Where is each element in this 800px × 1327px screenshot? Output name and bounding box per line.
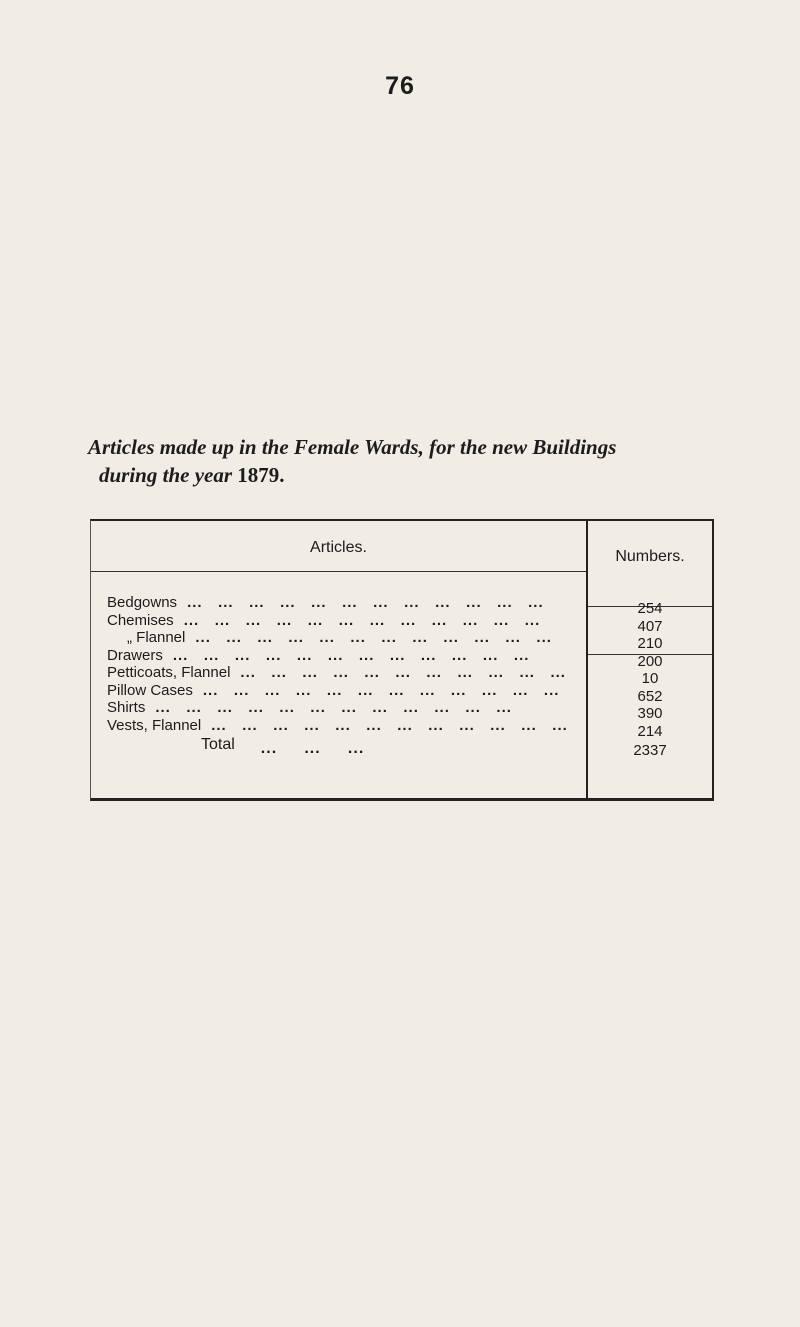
- row-value: 652: [637, 687, 663, 705]
- table-row: [107, 717, 577, 735]
- row-value: 200: [637, 652, 663, 670]
- leader-dots: [193, 682, 577, 700]
- table-row: [107, 664, 577, 682]
- row-value: 407: [637, 617, 663, 635]
- bleed-through-text: [40, 110, 56, 157]
- row-label: Chemises: [107, 611, 174, 629]
- total-value: 2337: [633, 742, 667, 759]
- leader-dots: [230, 664, 577, 682]
- row-label: Vests, Flannel: [107, 716, 202, 734]
- total-row: [201, 736, 577, 754]
- caption-line-2-text: during the year: [99, 463, 233, 487]
- header-numbers: Numbers.: [615, 548, 685, 565]
- table-caption: [88, 433, 768, 489]
- row-label: Shirts: [107, 699, 146, 716]
- leader-dots: [174, 612, 577, 630]
- page-number: 76: [385, 72, 415, 100]
- total-label: Total: [201, 736, 235, 753]
- articles-table: [90, 519, 714, 801]
- row-value: 10: [641, 670, 659, 687]
- leader-dots: [235, 740, 577, 758]
- leader-dots: [145, 699, 577, 717]
- caption-line-1: Articles made up in the Female Wards, for the new Buildings: [88, 435, 617, 459]
- row-label: Drawers: [107, 646, 163, 664]
- leader-dots: [201, 717, 577, 735]
- row-label: Pillow Cases: [107, 681, 193, 699]
- header-articles: Articles.: [310, 539, 367, 556]
- table-row: [107, 629, 577, 647]
- leader-dots: [177, 594, 577, 612]
- row-label: „ Flannel: [127, 629, 186, 646]
- leader-dots: [163, 647, 577, 665]
- header-rule-left: [91, 571, 586, 572]
- article-numbers: [588, 600, 712, 740]
- row-label: Bedgowns: [107, 594, 178, 611]
- row-value: 214: [637, 722, 663, 740]
- row-value: 210: [637, 635, 663, 652]
- table-row: [107, 682, 577, 700]
- caption-year: 1879.: [237, 463, 285, 487]
- table-row: [107, 594, 577, 612]
- row-value: 390: [637, 705, 663, 722]
- row-label: Petticoats, Flannel: [107, 664, 231, 681]
- leader-dots: [185, 629, 577, 647]
- table-row: [107, 647, 577, 665]
- table-row: [107, 612, 577, 630]
- row-value: 254: [637, 600, 663, 617]
- caption-line-2: [88, 461, 768, 489]
- article-labels: [107, 594, 577, 734]
- table-row: [107, 699, 577, 717]
